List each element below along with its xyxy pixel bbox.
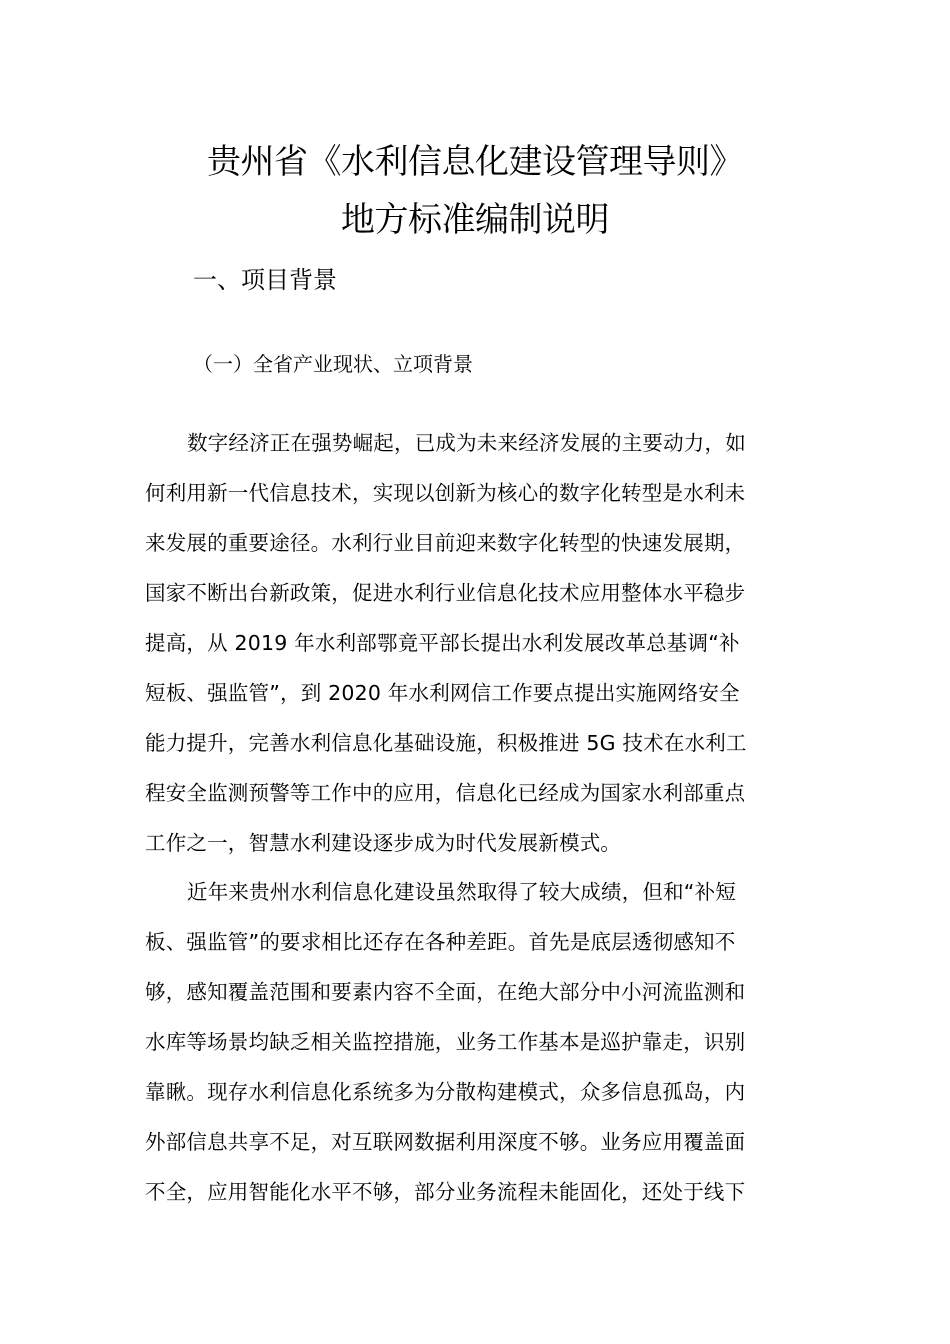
paragraph-2-line: 够，感知覆盖范围和要素内容不全面，在绝大部分中小河流监测和 bbox=[145, 980, 746, 1004]
sub-heading: （一）全省产业现状、立项背景 bbox=[193, 352, 473, 376]
paragraph-2-line: 外部信息共享不足，对互联网数据利用深度不够。业务应用覆盖面 bbox=[145, 1130, 746, 1154]
paragraph-1-line: 数字经济正在强势崛起，已成为未来经济发展的主要动力，如 bbox=[187, 431, 746, 455]
paragraph-2-line: 水库等场景均缺乏相关监控措施，业务工作基本是巡护靠走，识别 bbox=[145, 1030, 746, 1054]
paragraph-2-line: 近年来贵州水利信息化建设虽然取得了较大成绩，但和“补短 bbox=[187, 880, 737, 904]
document-title-line-1: 贵州省《水利信息化建设管理导则》 bbox=[207, 142, 743, 182]
paragraph-1-line: 能力提升，完善水利信息化基础设施，积极推进 5G 技术在水利工 bbox=[145, 731, 747, 755]
paragraph-1-line: 短板、强监管”，到 2020 年水利网信工作要点提出实施网络安全 bbox=[145, 681, 740, 705]
paragraph-2-line: 板、强监管”的要求相比还存在各种差距。首先是底层透彻感知不 bbox=[145, 930, 736, 954]
paragraph-1-line: 国家不断出台新政策，促进水利行业信息化技术应用整体水平稳步 bbox=[145, 581, 746, 605]
paragraph-1-line: 程安全监测预警等工作中的应用，信息化已经成为国家水利部重点 bbox=[145, 781, 746, 805]
document-title-line-2: 地方标准编制说明 bbox=[341, 200, 609, 240]
section-heading: 一、项目背景 bbox=[193, 266, 337, 294]
paragraph-1-line: 工作之一，智慧水利建设逐步成为时代发展新模式。 bbox=[145, 831, 622, 855]
paragraph-2-line: 靠瞅。现存水利信息化系统多为分散构建模式，众多信息孤岛，内 bbox=[145, 1080, 746, 1104]
paragraph-1-line: 何利用新一代信息技术，实现以创新为核心的数字化转型是水利未 bbox=[145, 481, 746, 505]
paragraph-1-line: 来发展的重要途径。水利行业目前迎来数字化转型的快速发展期， bbox=[145, 531, 746, 555]
paragraph-2-line: 不全，应用智能化水平不够，部分业务流程未能固化，还处于线下 bbox=[145, 1180, 746, 1204]
paragraph-1-line: 提高，从 2019 年水利部鄂竟平部长提出水利发展改革总基调“补 bbox=[145, 631, 740, 655]
